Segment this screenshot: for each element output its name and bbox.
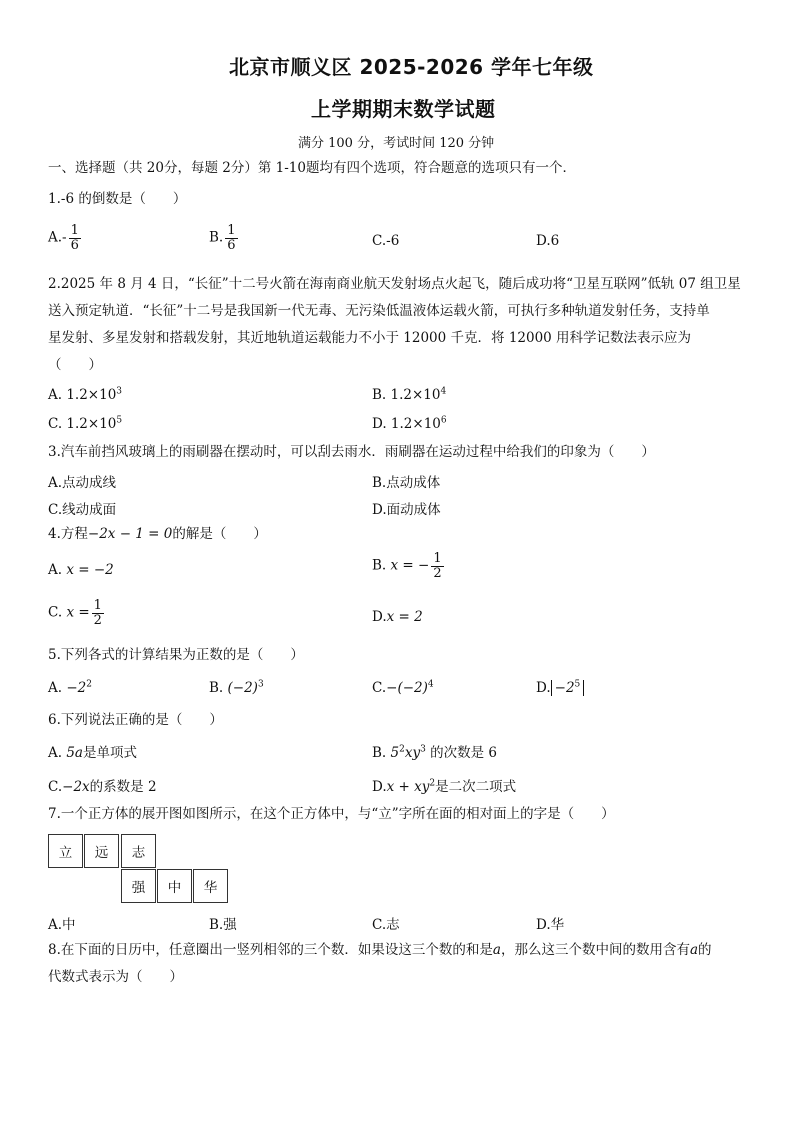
q4-stem-pre: 4.方程 [48,526,88,542]
q4-b-num: 1 [433,551,442,566]
q6-option-b [372,741,497,761]
q1-a-fraction [69,224,81,252]
q6-c-label: C. [48,779,63,795]
net-cell: 立 [48,834,83,868]
q1-option-d: D.6 [536,233,560,249]
q4-b-label: B. [372,557,387,574]
q4-d-math: x = 2 [386,609,423,625]
q3-option-c: C.线动成面 [48,502,117,518]
q7-stem: 7.一个正方体的展开图如图所示，在这个正方体中，与“立”字所在面的相对面上的字是（ ） [48,806,615,822]
q4-c-label: C. [48,604,63,621]
q6-b-vars: xy [404,745,421,761]
q1-b-num: 1 [227,223,236,238]
q4-a-math: x = −2 [66,562,114,578]
q5-option-a [48,680,92,696]
q5-d-absolute-value [551,680,585,696]
q1-a-den: 6 [70,237,79,253]
net-cell: 志 [121,834,156,868]
q7-option-d: D.华 [536,917,565,933]
q1-b-den: 6 [227,237,236,253]
q4-option-d [372,609,423,625]
q7-option-c: C.志 [372,917,400,933]
q7-option-a: A.中 [48,917,76,933]
q4-b-fraction [431,552,443,580]
q2-line3: 星发射、多星发射和搭载发射，其近地轨道运载能力不小于 12000 千克．将 12000 用科学记数法表示应为 [48,330,692,346]
net-cell: 华 [193,869,228,903]
q8-line1-pre: 8.在下面的日历中，任意圈出一竖列相邻的三个数．如果设这三个数的和是 [48,942,493,958]
q8-line1 [48,941,712,959]
q1-stem: 1.-6 的倒数是（ ） [48,191,187,207]
q5-b-math: (−2) [227,680,258,696]
q2-option-c [48,416,122,432]
q4-stem [48,525,267,543]
q4-option-a [48,562,114,578]
section-heading: 一、选择题（共 20分，每题 2分）第 1-10题均有四个选项，符合题意的选项只有一个． [48,160,576,176]
q5-a-math: −2 [66,680,87,696]
q6-stem: 6.下列说法正确的是（ ） [48,712,223,728]
q3-option-b: B.点动成体 [372,475,441,491]
q4-a-label: A. [48,562,63,578]
q6-d-math: x + xy [386,779,430,795]
q6-a-text: 是单项式 [82,745,137,761]
q5-d-label: D. [536,680,551,696]
q8-var-a: a [492,942,501,958]
q2-line2: 送入预定轨道．“长征”十二号是我国新一代无毒、无污染低温液体运载火箭，可执行多种轨道发射任务，支持单 [48,303,710,319]
q6-c-math: −2x [62,779,90,795]
q2-line1: 2.2025 年 8 月 4 日，“长征”十二号火箭在海南商业航天发射场点火起飞，随后成功将“卫星互联网”低轨 07 组卫星 [48,276,741,292]
q2-option-b [372,387,446,403]
cube-net-figure [48,834,230,904]
q1-option-c: C.-6 [372,233,400,249]
q6-b-label: B. [372,745,387,761]
q4-c-math: x = [66,604,90,621]
q6-d-text: 是二次二项式 [435,779,517,795]
q6-a-math: 5a [66,745,83,761]
q2-a-base: A. 1.2×10 [48,387,117,403]
exam-info: 满分 100 分，考试时间 120 分钟 [298,136,495,151]
q4-c-num: 1 [93,598,102,613]
q5-b-exp: 3 [257,679,264,690]
q2-d-exp: 6 [440,415,447,426]
q6-b-coef: 5 [390,745,400,761]
q5-option-b [209,680,264,696]
exam-title-line1: 北京市顺义区 2025-2026 学年七年级 [229,55,594,79]
q5-d-math: −2 [554,680,575,696]
q2-c-exp: 5 [116,415,123,426]
q8-line1-post: 的 [698,942,712,958]
net-cell: 中 [157,869,192,903]
q6-option-c [48,775,157,795]
q2-option-a [48,387,122,403]
q6-option-a [48,741,137,761]
q1-b-fraction [225,224,237,252]
q8-line1-mid: ，那么这三个数中间的数用含有 [500,942,690,958]
net-cell: 强 [121,869,156,903]
q6-b-exp2: 3 [420,744,426,755]
q4-b-math: x = − [390,557,430,574]
q4-equation: −2x − 1 = 0 [87,526,173,542]
q8-var-a2: a [689,942,699,958]
q1-option-a [48,224,83,252]
q4-stem-post: 的解是（ ） [172,526,267,542]
q3-stem: 3.汽车前挡风玻璃上的雨刷器在摆动时，可以刮去雨水．雨刷器在运动过程中给我们的印象为（ ） [48,444,655,460]
q6-b-exp1: 2 [399,744,405,755]
q4-b-den: 2 [433,565,442,581]
q7-option-b: B.强 [209,917,237,933]
q5-d-exp: 5 [574,679,581,690]
exam-title-line2: 上学期期末数学试题 [311,97,496,121]
q2-a-exp: 3 [116,386,123,397]
q6-b-text: 的次数是 6 [430,745,498,761]
net-cell: 远 [84,834,119,868]
q8-line2: 代数式表示为（ ） [48,969,183,985]
q2-line4: （ ） [48,357,102,373]
q5-stem: 5.下列各式的计算结果为正数的是（ ） [48,647,304,663]
q1-b-prefix: B. [209,229,224,246]
q5-c-math: −(−2) [386,680,428,696]
q2-c-base: C. 1.2×10 [48,416,117,432]
q5-b-label: B. [209,680,224,696]
q5-option-c [372,680,434,696]
q3-option-d: D.面动成体 [372,502,441,518]
q1-a-num: 1 [70,223,79,238]
q5-option-d [536,680,584,696]
q4-d-label: D. [372,609,387,625]
q6-c-text: 的系数是 2 [89,779,157,795]
q4-option-c [48,599,106,627]
q2-option-d [372,416,447,432]
q6-d-label: D. [372,779,387,795]
q2-b-exp: 4 [440,386,447,397]
q6-option-d [372,775,516,795]
q1-option-b [209,224,240,252]
q5-a-exp: 2 [86,679,92,690]
q5-c-label: C. [372,680,387,696]
q5-c-exp: 4 [427,679,434,690]
q4-c-den: 2 [93,612,102,628]
q3-option-a: A.点动成线 [48,475,117,491]
q5-a-label: A. [48,680,63,696]
q2-d-base: D. 1.2×10 [372,416,441,432]
q6-a-label: A. [48,745,63,761]
q2-b-base: B. 1.2×10 [372,387,441,403]
q1-a-prefix: A.- [48,229,67,246]
q4-c-fraction [92,599,104,627]
q6-d-exp: 2 [429,778,436,789]
q4-option-b [372,552,446,580]
